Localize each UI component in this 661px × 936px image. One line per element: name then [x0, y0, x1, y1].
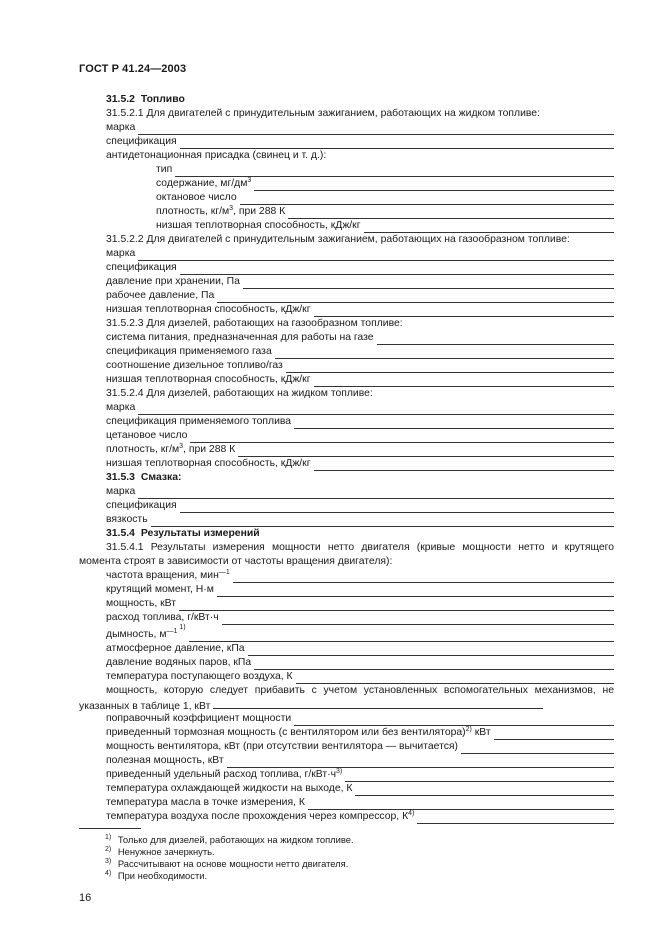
section-number: 31.5.4: [106, 528, 135, 539]
field-label: низшая теплотворная способность, кДж/кг: [106, 304, 311, 315]
field-label: [106, 726, 491, 740]
field-label: спецификация применяемого газа: [106, 346, 272, 357]
field-label: температура охлаждающей жидкости на выходе, К: [106, 783, 353, 794]
section-lubricant-heading: [106, 471, 181, 485]
field-label: [156, 177, 251, 191]
footnote-number: 4): [105, 870, 112, 877]
subsection-heading: [106, 233, 570, 247]
fill-line: [138, 487, 614, 499]
fill-line: [308, 798, 614, 810]
form-line: [156, 191, 614, 205]
fill-line: [417, 812, 614, 824]
fill-line: [151, 515, 614, 527]
field-label: тип: [156, 164, 173, 175]
fill-line: [296, 672, 614, 684]
fill-line: [233, 571, 614, 583]
form-line: [106, 359, 614, 373]
fill-line: [227, 756, 614, 768]
form-line: [106, 670, 614, 684]
fill-line: [294, 714, 614, 726]
subsection-text: 31.5.2.3 Для дизелей, работающих на газообразном топливе:: [106, 318, 403, 329]
form-line: [106, 135, 614, 149]
fill-line: [248, 644, 614, 656]
form-line: [106, 345, 614, 359]
fill-line: [217, 585, 614, 597]
footnote-number: 1): [105, 834, 112, 841]
footnote-number: 2): [105, 846, 112, 853]
field-label: марка: [106, 122, 136, 133]
field-label: марка: [106, 486, 136, 497]
form-line: [106, 656, 614, 670]
form-line: [156, 163, 614, 177]
footnote: [105, 870, 207, 882]
field-label: [106, 443, 235, 457]
field-label: полезная мощность, кВт: [106, 755, 224, 766]
form-line: [106, 149, 326, 163]
field-label: [106, 569, 230, 583]
form-line: [106, 457, 614, 471]
subsection-heading: [106, 387, 373, 401]
label-text: плотность, кг/м: [156, 206, 230, 217]
fill-line: [213, 698, 543, 709]
footnote-ref: 1): [179, 624, 186, 631]
field-label: система питания, предназначенная для работы на газе: [106, 332, 374, 343]
fill-line: [294, 417, 614, 429]
field-label: крутящий момент, Н·м: [106, 584, 214, 595]
field-label: соотношение дизельное топливо/газ: [106, 360, 283, 371]
fill-line: [314, 305, 614, 317]
section-fuel-heading: [106, 93, 185, 107]
fill-line: [180, 263, 614, 275]
field-label: октановое число: [156, 192, 237, 203]
footnote-number: 3): [105, 858, 112, 865]
fill-line: [138, 403, 614, 415]
form-line: [106, 443, 614, 457]
fill-line: [364, 221, 614, 233]
form-line: [106, 583, 614, 597]
field-label: давление при хранении, Па: [106, 276, 240, 287]
form-line: [106, 796, 614, 810]
field-label: спецификация применяемого топлива: [106, 416, 292, 427]
form-line: [106, 642, 614, 656]
field-label: спецификация: [106, 262, 177, 273]
field-label: низшая теплотворная способность, кДж/кг: [156, 220, 361, 231]
fill-line: [314, 459, 614, 471]
subsection-text: 31.5.2.1 Для двигателей с принудительным зажиганием, работающих на жидком топливе:: [106, 108, 540, 119]
label-text: дымность, м: [106, 629, 167, 640]
field-label: температура поступающего воздуха, К: [106, 671, 293, 682]
fill-line: [254, 658, 614, 670]
section-title: Смазка:: [140, 472, 182, 483]
label-text: приведенный тормозная мощность (с вентилятором или без вентилятора): [106, 727, 466, 738]
fill-line: [180, 137, 614, 149]
field-label: антидетонационная присадка (свинец и т. д.):: [106, 150, 327, 161]
field-label: поправочный коэффициент мощности: [106, 713, 292, 724]
label-text: , при 288 К: [183, 444, 236, 455]
field-label: [106, 624, 186, 642]
fill-line: [238, 445, 614, 457]
field-label: низшая теплотворная способность, кДж/кг: [106, 374, 311, 385]
form-line: [106, 726, 614, 740]
form-line: [156, 205, 614, 219]
superscript: —1: [218, 569, 230, 576]
section-results-heading: [106, 527, 260, 541]
fill-line: [243, 277, 614, 289]
section-number: 31.5.3: [106, 472, 135, 483]
form-line: [106, 373, 614, 387]
form-line: [106, 624, 614, 642]
page-header: ГОСТ Р 41.24—2003: [79, 63, 187, 75]
field-label: рабочее давление, Па: [106, 290, 215, 301]
field-label: спецификация: [106, 136, 177, 147]
label-text: частота вращения, мин: [106, 570, 219, 581]
fill-line: [314, 375, 614, 387]
field-label: атмосферное давление, кПа: [106, 643, 245, 654]
label-text: плотность, кг/м: [106, 444, 180, 455]
field-label: мощность, кВт: [106, 598, 177, 609]
form-line: [106, 611, 614, 625]
fill-line: [138, 249, 614, 261]
results-paragraph: 31.5.4.1 Результаты измерения мощности нетто двигателя (кривые мощности нетто и крутящего момента строят в зависимости от частоты вращения двигателя):: [79, 542, 614, 567]
form-line: [106, 740, 614, 754]
subsection-heading: [106, 107, 540, 121]
form-line: [106, 513, 614, 527]
form-line: [156, 219, 614, 233]
footnote-ref: 3): [336, 768, 343, 775]
form-line: [106, 261, 614, 275]
fill-line: [179, 599, 614, 611]
field-label: [106, 810, 414, 824]
form-line: [106, 782, 614, 796]
field-label: низшая теплотворная способность, кДж/кг: [106, 458, 311, 469]
footnote-ref: 2): [465, 726, 472, 733]
label-text: , при 288 К: [233, 206, 286, 217]
form-line: [106, 499, 614, 513]
section-number: 31.5.2: [106, 94, 135, 105]
superscript: 3: [229, 205, 234, 212]
field-label: марка: [106, 248, 136, 259]
fill-line: [377, 333, 614, 345]
field-label: спецификация: [106, 500, 177, 511]
form-line: [106, 429, 614, 443]
superscript: 3: [247, 177, 252, 184]
fill-line: [355, 784, 614, 796]
footnote-text: Только для дизелей, работающих на жидком топливе.: [117, 834, 354, 845]
section-title: Результаты измерений: [140, 528, 260, 539]
footnote-ref: 4): [408, 810, 415, 817]
footnote-text: При необходимости.: [117, 870, 208, 881]
form-line: [106, 121, 614, 135]
form-line: [106, 401, 614, 415]
form-line: [106, 597, 614, 611]
fill-line: [180, 501, 614, 513]
footnote: [105, 834, 354, 846]
form-line: [106, 712, 614, 726]
field-label: мощность вентилятора, кВт (при отсутствии вентилятора — вычитается): [106, 741, 458, 752]
form-line: [106, 569, 614, 583]
footnote-divider: [79, 828, 141, 829]
fill-line: [254, 179, 614, 191]
fill-line: [240, 193, 614, 205]
field-label: цетановое число: [106, 430, 188, 441]
footnote: [105, 846, 215, 858]
label-text: кВт: [471, 727, 491, 738]
fill-line: [494, 728, 614, 740]
page-number: 16: [79, 892, 92, 904]
form-line: [106, 810, 614, 824]
form-line: [106, 768, 614, 782]
fill-line: [286, 361, 614, 373]
form-line: [106, 415, 614, 429]
fill-line: [288, 207, 614, 219]
fill-line: [138, 123, 614, 135]
form-line: [106, 303, 614, 317]
subsection-heading: [106, 317, 403, 331]
form-line: [106, 247, 614, 261]
field-label: [156, 205, 285, 219]
footnote: [105, 858, 348, 870]
fill-line: [275, 347, 614, 359]
label-text: температура воздуха после прохождения через компрессор, К: [106, 811, 409, 822]
field-label: расход топлива, г/кВт·ч: [106, 612, 219, 623]
superscript: —1: [166, 628, 178, 635]
form-line: [156, 177, 614, 191]
form-line: [106, 485, 614, 499]
subsection-text: 31.5.2.2 Для двигателей с принудительным зажиганием, работающих на газообразном топливе:: [106, 234, 570, 245]
fill-line: [222, 613, 614, 625]
subsection-text: 31.5.2.4 Для дизелей, работающих на жидком топливе:: [106, 388, 373, 399]
fill-line: [189, 630, 614, 642]
field-label: вязкость: [106, 514, 148, 525]
field-label: температура масла в точке измерения, К: [106, 797, 305, 808]
label-text: приведенный удельный расход топлива, г/кВт·ч: [106, 769, 337, 780]
fill-line: [175, 165, 614, 177]
field-label: марка: [106, 402, 136, 413]
form-line: [106, 754, 614, 768]
footnote-text: Рассчитывают на основе мощности нетто двигателя.: [117, 858, 349, 869]
footnote-text: Ненужное зачеркнуть.: [117, 846, 215, 857]
paragraph-text: мощность, которую следует прибавить с учетом установленных вспомогательных механизмов, не указанных в таблице 1, кВт: [79, 685, 614, 712]
section-title: Топливо: [140, 94, 185, 105]
form-line: [106, 331, 614, 345]
form-line: [106, 275, 614, 289]
field-label: давление водяных паров, кПа: [106, 657, 252, 668]
superscript: 3: [179, 443, 184, 450]
label-text: содержание, мг/дм: [156, 178, 248, 189]
fill-line: [217, 291, 614, 303]
fill-line: [190, 431, 614, 443]
fill-line: [461, 742, 614, 754]
fill-line: [345, 770, 614, 782]
aux-power-paragraph: [79, 684, 614, 714]
field-label: [106, 768, 342, 782]
form-line: [106, 289, 614, 303]
